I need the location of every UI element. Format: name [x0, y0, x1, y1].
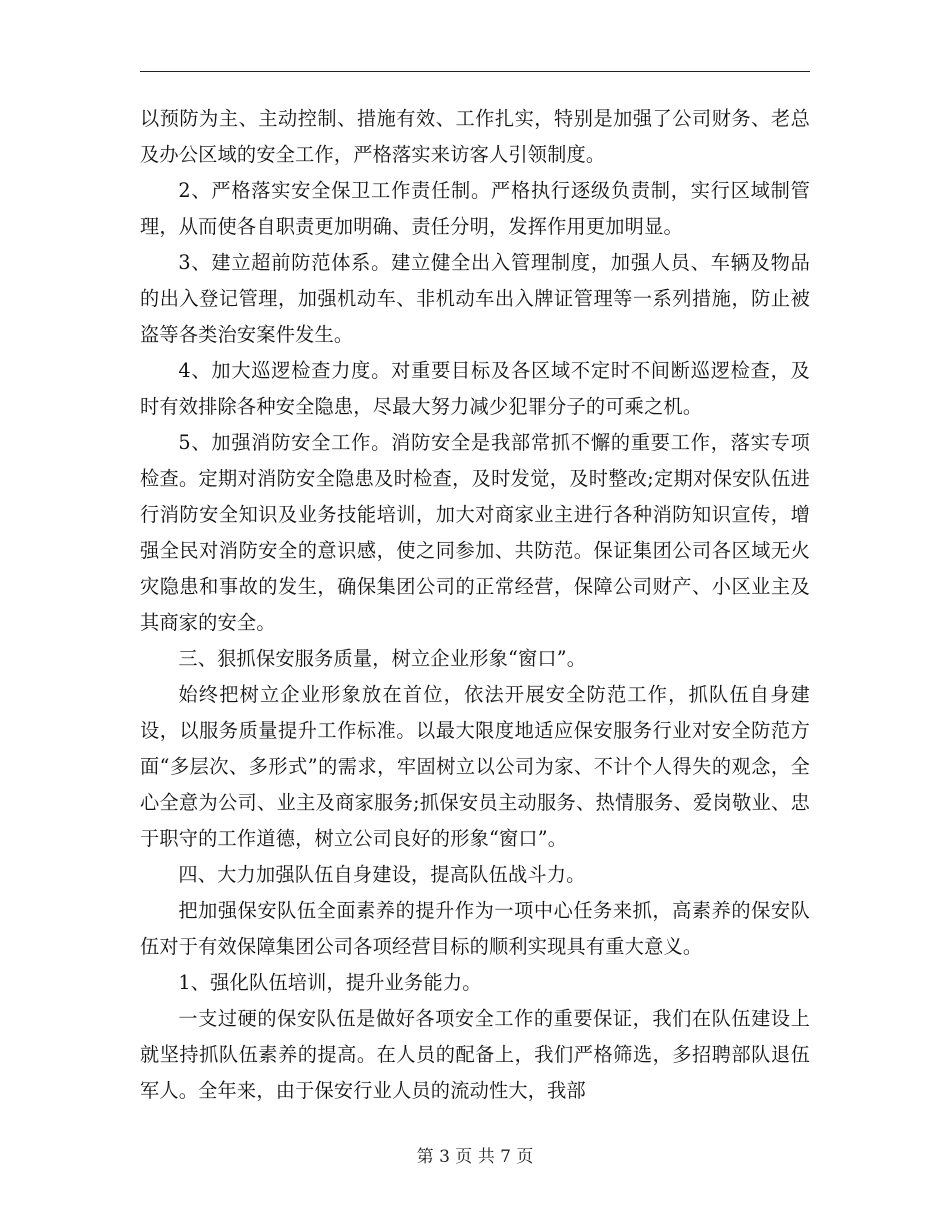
section-heading-4: 四、大力加强队伍自身建设，提高队伍战斗力。 [178, 863, 586, 886]
subsection-heading-1: 1、强化队伍培训，提升业务能力。 [178, 971, 482, 994]
paragraph-section-3-body: 始终把树立企业形象放在首位，依法开展安全防范工作，抓队伍自身建设，以服务质量提升工作标准。以最大限度地适应保安服务行业对安全防范方面“多层次、多形式”的需求，牢固树立以公司为家、不计个人得失的观念，全心全意为公司、业主及商家服务;抓保安员主动服务、热情服务、爱岗敬业、忠于职守的工作道德，树立公司良好的形象“窗口”。 [140, 683, 810, 850]
page-number-footer: 第 3 页 共 7 页 [416, 1147, 534, 1167]
paragraph-item-3: 3、建立超前防范体系。建立健全出入管理制度，加强人员、车辆及物品的出入登记管理，加强机动车、非机动车出入牌证管理等一系列措施，防止被盗等各类治安案件发生。 [140, 251, 810, 346]
header-rule [140, 71, 810, 72]
paragraph-section-4-body: 把加强保安队伍全面素养的提升作为一项中心任务来抓，高素养的保安队伍对于有效保障集团公司各项经营目标的顺利实现具有重大意义。 [140, 899, 810, 958]
paragraph-item-5: 5、加强消防安全工作。消防安全是我部常抓不懈的重要工作，落实专项检查。定期对消防安全隐患及时检查，及时发觉，及时整改;定期对保安队伍进行消防安全知识及业务技能培训，加大对商家业主进行各种消防知识宣传，增强全民对消防安全的意识感，使之同参加、共防范。保证集团公司各区域无火灾隐患和事故的发生，确保集团公司的正常经营，保障公司财产、小区业主及其商家的安全。 [140, 431, 810, 634]
paragraph-continuation: 以预防为主、主动控制、措施有效、工作扎实，特别是加强了公司财务、老总及办公区域的安全工作，严格落实来访客人引领制度。 [140, 107, 810, 166]
paragraph-item-4: 4、加大巡逻检查力度。对重要目标及各区域不定时不间断巡逻检查，及时有效排除各种安全隐患，尽最大努力减少犯罪分子的可乘之机。 [140, 359, 810, 418]
document-body [140, 101, 810, 1109]
section-heading-3: 三、狠抓保安服务质量，树立企业形象“窗口”。 [178, 647, 587, 670]
paragraph-subsection-1-body: 一支过硬的保安队伍是做好各项安全工作的重要保证，我们在队伍建设上就坚持抓队伍素养的提高。在人员的配备上，我们严格筛选，多招聘部队退伍军人。全年来，由于保安行业人员的流动性大，我部 [140, 1007, 810, 1102]
paragraph-item-2: 2、严格落实安全保卫工作责任制。严格执行逐级负责制，实行区域制管理，从而使各自职责更加明确、责任分明，发挥作用更加明显。 [140, 179, 810, 238]
